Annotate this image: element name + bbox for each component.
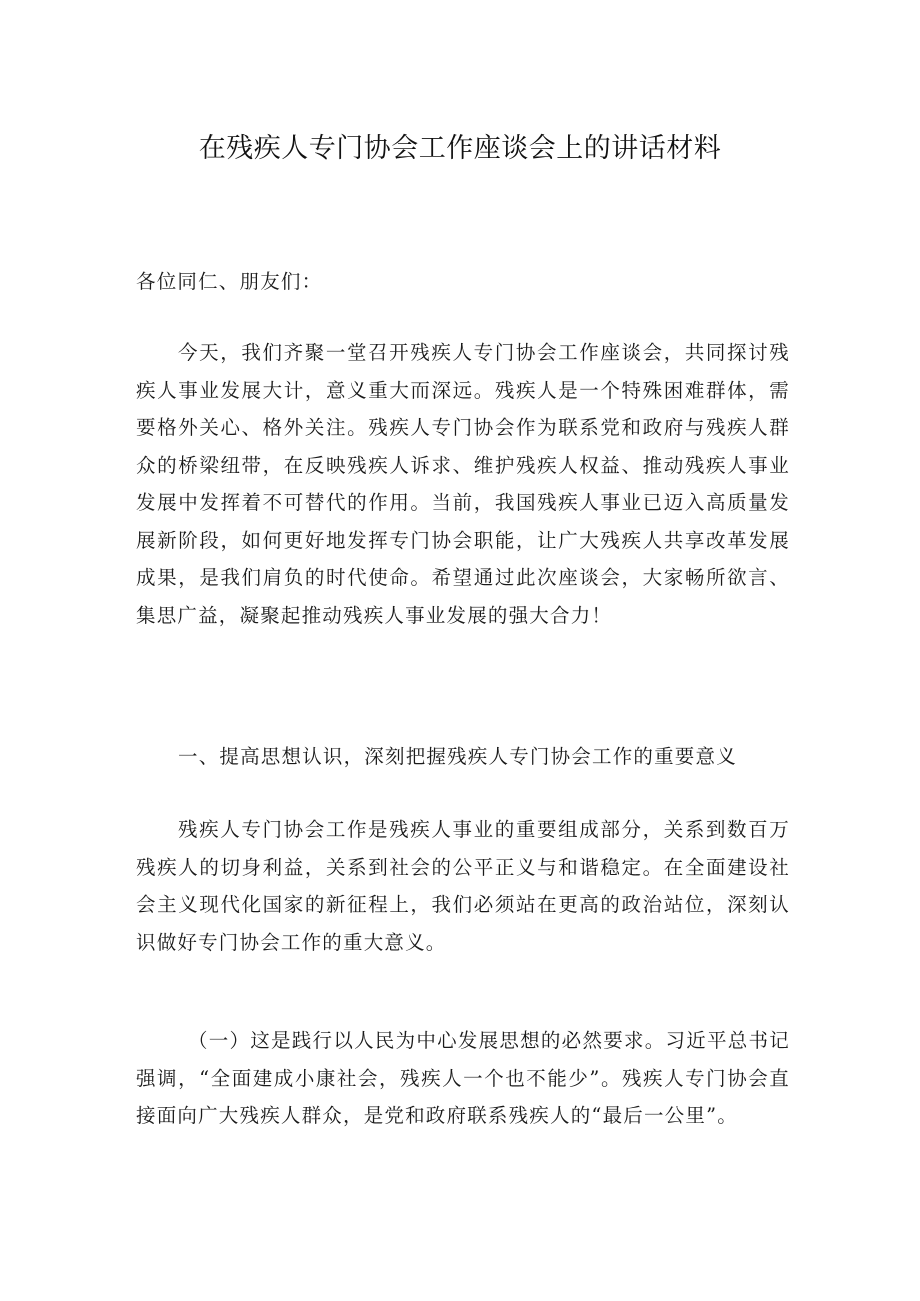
document-title: 在残疾人专门协会工作座谈会上的讲话材料 [198, 133, 722, 164]
section-heading-1: 一、提高思想认识，深刻把握残疾人专门协会工作的重要意义 [178, 745, 737, 768]
salutation: 各位同仁、朋友们： [136, 270, 323, 293]
paragraph-subsection-1: （一）这是践行以人民为中心发展思想的必然要求。习近平总书记强调，“全面建成小康社会，残疾人一个也不能少”。残疾人专门协会直接面向广大残疾人群众，是党和政府联系残疾人的“最后一公里”。 [136, 1029, 790, 1127]
paragraph-section-1: 残疾人专门协会工作是残疾人事业的重要组成部分，关系到数百万残疾人的切身利益，关系到社会的公平正义与和谐稳定。在全面建设社会主义现代化国家的新征程上，我们必须站在更高的政治站位，深刻认识做好专门协会工作的重大意义。 [136, 818, 790, 954]
paragraph-intro: 今天，我们齐聚一堂召开残疾人专门协会工作座谈会，共同探讨残疾人事业发展大计，意义重大而深远。残疾人是一个特殊困难群体，需要格外关心、格外关注。残疾人专门协会作为联系党和政府与残疾人群众的桥梁纽带，在反映残疾人诉求、维护残疾人权益、推动残疾人事业发展中发挥着不可替代的作用。当前，我国残疾人事业已迈入高质量发展新阶段，如何更好地发挥专门协会职能，让广大残疾人共享改革发展成果，是我们肩负的时代使命。希望通过此次座谈会，大家畅所欲言、集思广益，凝聚起推动残疾人事业发展的强大合力！ [136, 341, 790, 627]
